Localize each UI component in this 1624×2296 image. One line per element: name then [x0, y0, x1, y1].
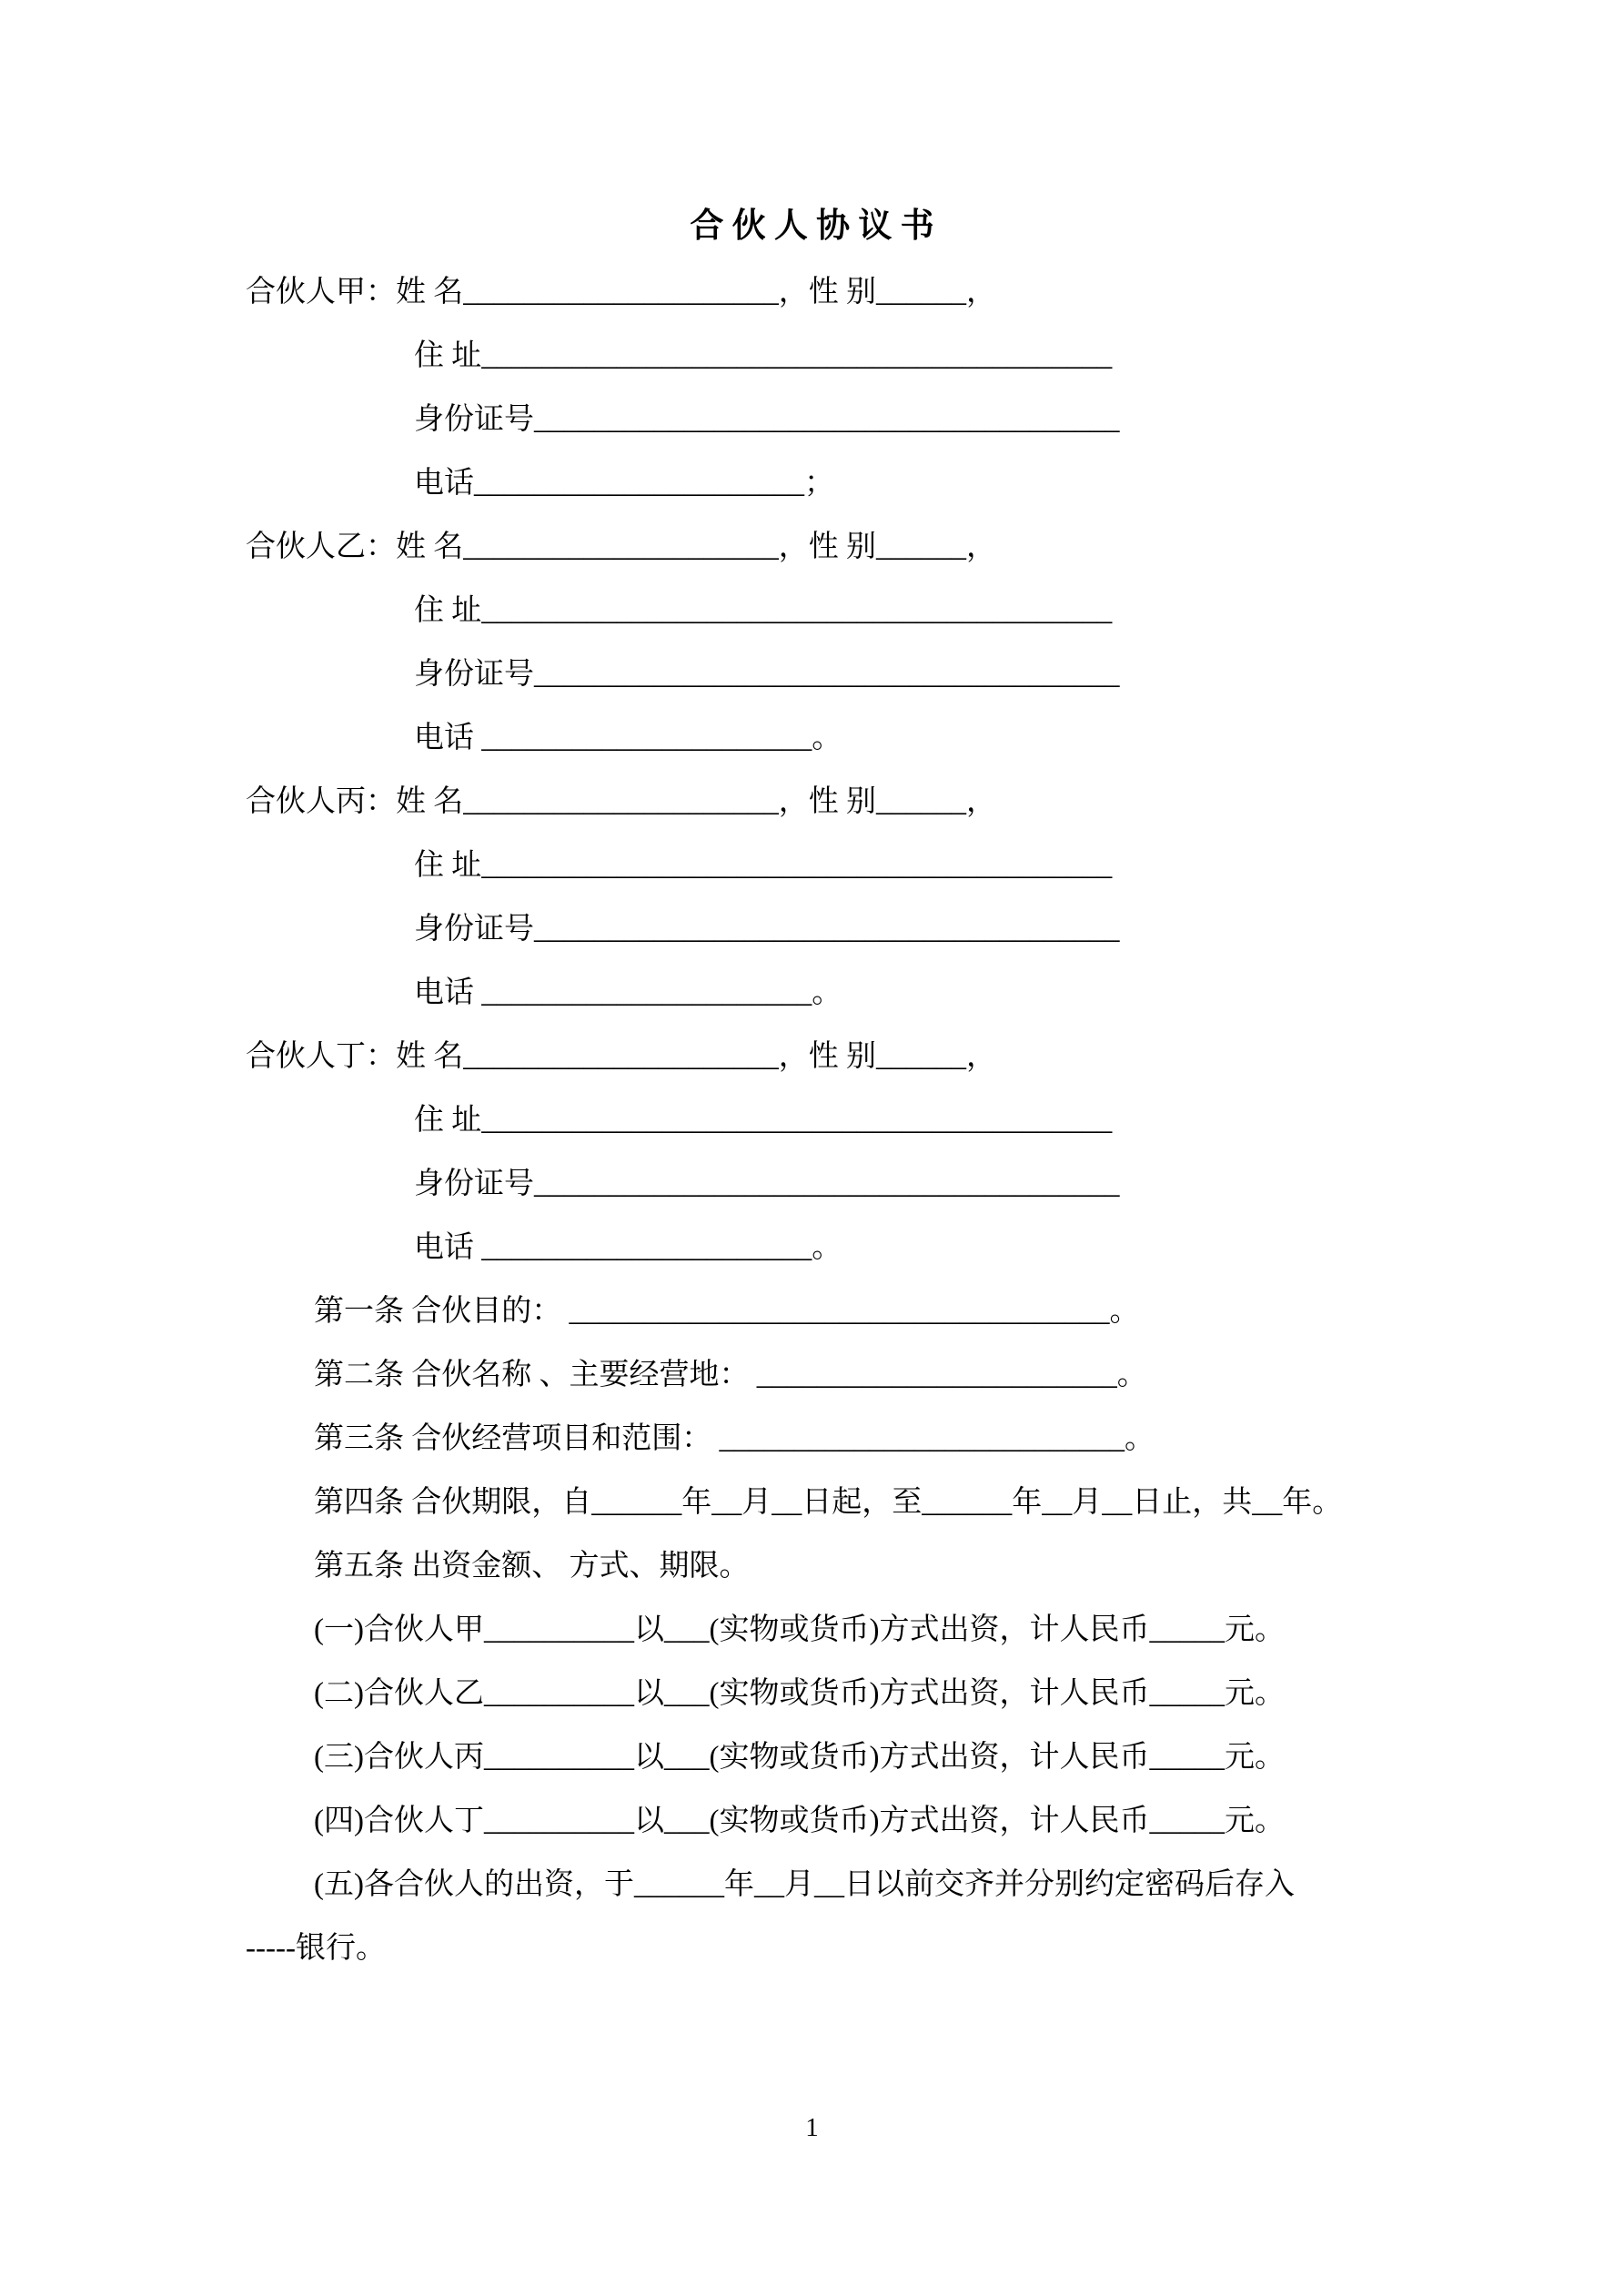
partner-d-phone-line: 电话 ______________________。 [414, 1231, 842, 1264]
partner-c-address-line: 住 址__________________________________________ [414, 849, 1113, 882]
partner-b-id-line: 身份证号_______________________________________ [414, 658, 1120, 691]
partner-d-name-field: 姓 名_____________________，性 别______， [396, 1040, 996, 1073]
partner-a-label: 合伙人甲： [246, 276, 396, 308]
partner-c-phone-line: 电话 ______________________。 [414, 976, 842, 1009]
partner-b-label: 合伙人乙： [246, 531, 396, 563]
article-1-purpose: 第一条 合伙目的： ____________________________________。 [314, 1295, 1140, 1328]
page-number: 1 [805, 2113, 819, 2142]
partner-a-name-line [0, 260, 1624, 324]
document-body [0, 260, 1624, 1980]
item-5-deposit-deadline: (五)各合伙人的出资，于______年__月__日以前交齐并分别约定密码后存入 [314, 1868, 1295, 1901]
partner-a-phone-line: 电话______________________； [414, 467, 834, 500]
item-1-partner-a-contribution: (一)合伙人甲__________以___(实物或货币)方式出资，计人民币_____元。 [314, 1613, 1285, 1646]
article-4-term: 第四条 合伙期限，自______年__月__日起，至______年__月__日止，共__年。 [314, 1486, 1343, 1519]
partner-b-address-line: 住 址__________________________________________ [414, 594, 1113, 627]
partner-a-name-field: 姓 名_____________________，性 别______， [396, 276, 996, 308]
item-2-partner-b-contribution: (二)合伙人乙__________以___(实物或货币)方式出资，计人民币_____元。 [314, 1677, 1285, 1710]
partner-b-name-line [0, 515, 1624, 579]
partner-d-id-line: 身份证号_______________________________________ [414, 1168, 1120, 1200]
partner-a-address-line: 住 址__________________________________________ [414, 339, 1113, 372]
article-5-contribution: 第五条 出资金额、 方式、期限。 [314, 1550, 750, 1583]
article-2-name-location: 第二条 合伙名称 、主要经营地： ________________________。 [314, 1359, 1147, 1391]
item-4-partner-d-contribution: (四)合伙人丁__________以___(实物或货币)方式出资，计人民币_____元。 [314, 1805, 1285, 1837]
partner-a-id-line: 身份证号_______________________________________ [414, 403, 1120, 436]
partner-c-name-line [0, 770, 1624, 834]
document-title: 合 伙 人 协 议 书 [690, 207, 934, 245]
partner-b-phone-line: 电话 ______________________。 [414, 722, 842, 754]
article-3-scope: 第三条 合伙经营项目和范围： ___________________________。 [314, 1422, 1155, 1455]
partner-d-address-line: 住 址__________________________________________ [414, 1104, 1113, 1137]
partner-c-name-field: 姓 名_____________________，性 别______， [396, 785, 996, 818]
partner-d-label: 合伙人丁： [246, 1040, 396, 1073]
partner-c-id-line: 身份证号_______________________________________ [414, 913, 1120, 946]
item-3-partner-c-contribution: (三)合伙人丙__________以___(实物或货币)方式出资，计人民币_____元。 [314, 1741, 1285, 1774]
partner-c-label: 合伙人丙： [246, 785, 396, 818]
partner-d-name-line [0, 1025, 1624, 1088]
partner-b-name-field: 姓 名_____________________，性 别______， [396, 531, 996, 563]
bank-line: -----银行。 [246, 1932, 386, 1965]
